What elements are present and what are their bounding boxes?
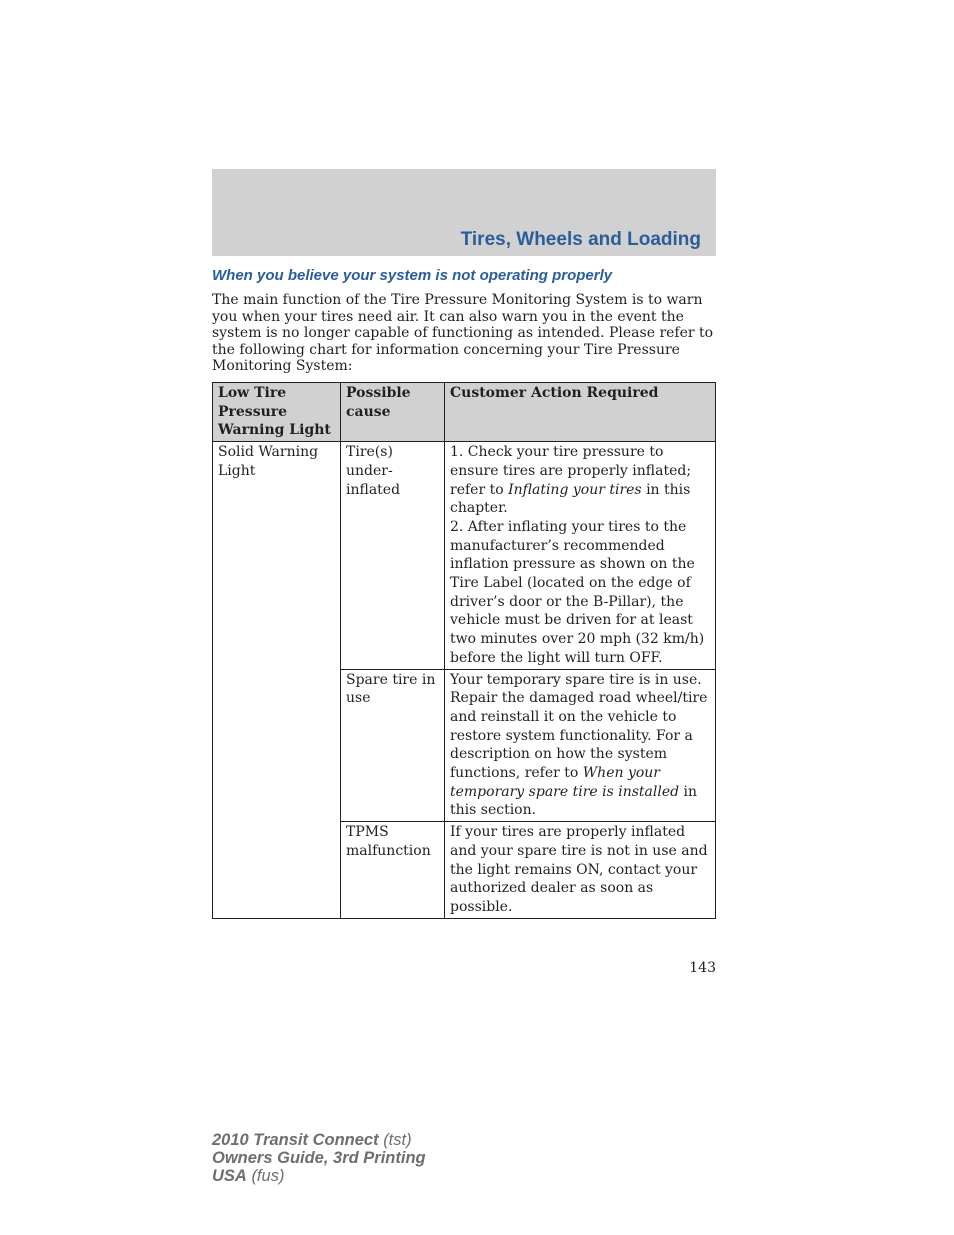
action-text: 1. Check your tire pressure to ensure tires are properly inflated; refer to bbox=[450, 444, 692, 498]
action-reference: Inflating your tires bbox=[508, 481, 642, 498]
page-number: 143 bbox=[689, 960, 716, 976]
footer-guide: Owners Guide, 3rd Printing bbox=[212, 1149, 426, 1167]
action-cell bbox=[445, 442, 716, 669]
chapter-title: Tires, Wheels and Loading bbox=[460, 229, 701, 250]
action-text: in this section. bbox=[450, 783, 698, 819]
document-footer bbox=[212, 1131, 426, 1185]
table-row bbox=[213, 442, 716, 669]
action-text: 2. After inflating your tires to the manufacturer’s recommended inflation pressure as shown on the Tire Label (located on the edge of driver’s door or the B-Pillar), the vehicle must be driven for at least two minutes over 20 mph (32 km/h) before the light will turn OFF. bbox=[450, 518, 705, 666]
footer-market-code: (fus) bbox=[251, 1167, 285, 1185]
header-possible-cause: Possible cause bbox=[341, 383, 445, 442]
header-warning-light: Low Tire Pressure Warning Light bbox=[213, 383, 341, 442]
cause-cell: Tire(s) under-inflated bbox=[341, 442, 445, 669]
table-header-row bbox=[213, 383, 716, 442]
footer-model-code: (tst) bbox=[383, 1131, 412, 1149]
action-reference: When your temporary spare tire is installed bbox=[450, 765, 680, 800]
intro-paragraph: The main function of the Tire Pressure Monitoring System is to warn you when your tires need air. It can also warn you in the event the system is no longer capable of functioning as intended. Please refer to the following chart for information concerning your Tire Pressure Monitoring System: bbox=[212, 292, 714, 374]
chapter-header-band bbox=[212, 169, 716, 256]
section-heading: When you believe your system is not operating properly bbox=[212, 267, 613, 284]
header-customer-action: Customer Action Required bbox=[445, 383, 716, 442]
action-text: in this chapter. bbox=[450, 481, 691, 517]
footer-model: 2010 Transit Connect bbox=[212, 1131, 379, 1149]
footer-market: USA bbox=[212, 1167, 247, 1185]
action-text: Your temporary spare tire is in use. Repair the damaged road wheel/tire and reinstall it on the vehicle to restore system functionality. For a description on how the system functions, refer to bbox=[450, 671, 708, 782]
action-cell bbox=[445, 669, 716, 822]
tpms-chart-table bbox=[212, 382, 716, 919]
action-cell: If your tires are properly inflated and your spare tire is not in use and the light remains ON, contact your authorized dealer as soon as possible. bbox=[445, 822, 716, 919]
cause-cell: Spare tire in use bbox=[341, 669, 445, 822]
warning-light-cell: Solid Warning Light bbox=[213, 442, 341, 919]
cause-cell: TPMS malfunction bbox=[341, 822, 445, 919]
